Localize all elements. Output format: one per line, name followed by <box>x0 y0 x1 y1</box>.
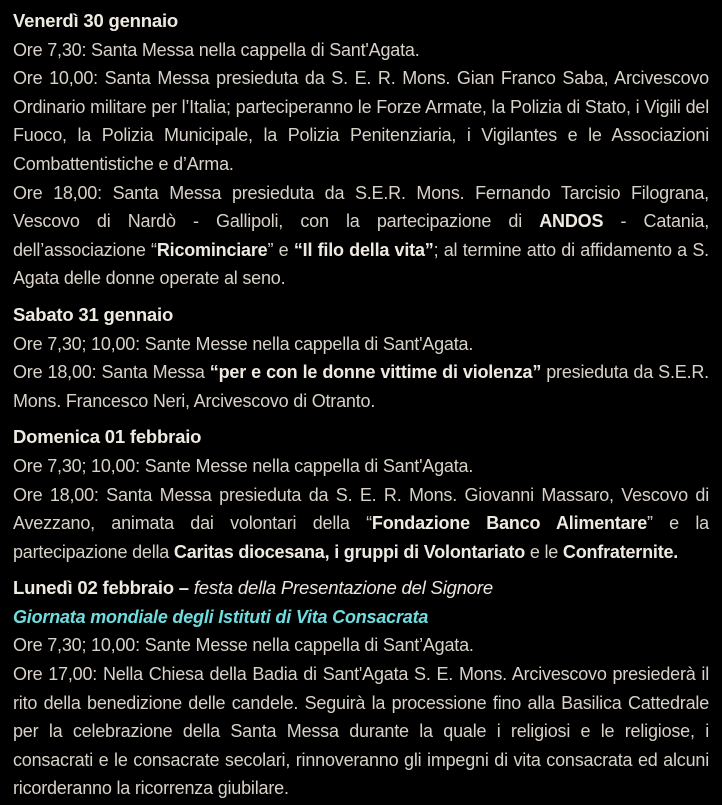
event-paragraph <box>13 64 709 178</box>
event-paragraph <box>13 660 709 803</box>
text-run: Lunedì 02 febbraio – <box>13 577 194 599</box>
text-run: Ore 18,00: Santa Messa presieduta da S. E. R. Mons. Giovanni Massaro, Vescovo di Avezzano, animata dai volontari della “ <box>13 484 709 534</box>
event-paragraph <box>13 36 709 65</box>
text-run: Ore 7,30: Santa Messa nella cappella di Sant'Agata. <box>13 39 420 60</box>
text-run: Giornata mondiale degli Istituti di Vita Consacrata <box>13 606 429 627</box>
text-run: Ore 18,00: Santa Messa presieduta da S.E.R. Mons. Fernando Tarcisio Filograna, Vescovo di Nardò - Gallipoli, con la partecipazione di <box>13 182 709 232</box>
text-run: Ricominciare <box>156 239 268 260</box>
event-section <box>13 574 709 803</box>
event-paragraph <box>13 603 709 632</box>
section-heading <box>13 301 709 330</box>
text-run: ” e <box>267 239 294 260</box>
text-run: Ore 7,30; 10,00: Sante Messe nella cappella di Sant’Agata. <box>13 635 474 656</box>
text-run: Venerdì 30 gennaio <box>13 10 179 31</box>
event-section <box>13 301 709 415</box>
text-run: ANDOS <box>539 211 604 232</box>
event-section <box>13 423 709 566</box>
text-run: - Catania, dell’associazione “ <box>13 211 709 260</box>
section-heading <box>13 423 709 452</box>
text-run: Caritas diocesana, i gruppi di Volontariato <box>173 541 526 562</box>
text-run: Confraternite. <box>562 541 679 562</box>
event-paragraph <box>13 631 709 660</box>
text-run: Ore 7,30; 10,00: Sante Messe nella cappella di Sant'Agata. <box>13 333 474 354</box>
text-run: e le <box>525 541 563 562</box>
text-run: Ore 17,00: Nella Chiesa della Badia di Sant'Agata S. E. Mons. Arcivescovo presiederà il rito della benedizione delle candele. Seguirà la processione fino alla Basilica Cattedrale per la celebrazione della Santa Messa durante la quale i religiosi e le religiose, i consacrati e le consacrate secolari, rinnoveranno gli impegni di vita consacrata ed alcuni ricorderanno la ricorrenza giubilare. <box>13 664 709 799</box>
text-run: Sabato 31 gennaio <box>13 303 174 325</box>
text-run: Ore 18,00: Santa Messa <box>13 362 210 383</box>
event-section <box>13 7 709 293</box>
event-paragraph <box>13 481 709 567</box>
text-run: “per e con le donne vittime di violenza” <box>209 362 542 383</box>
text-run: Domenica 01 febbraio <box>13 426 202 448</box>
event-paragraph <box>13 179 709 293</box>
event-paragraph <box>13 452 709 481</box>
text-run: ; al termine atto di affidamento a S. Agata delle donne operate al seno. <box>13 239 709 289</box>
event-paragraph <box>13 330 709 359</box>
section-heading <box>13 574 709 603</box>
text-run: Ore 10,00: Santa Messa presieduta da S. E. R. Mons. Gian Franco Saba, Arcivescovo Ordinario militare per l’Italia; parteciperanno le Forze Armate, la Polizia di Stato, i Vigili del Fuoco, la Polizia Municipale, la Polizia Penitenziaria, i Vigilantes e le Associazioni Combattentistiche e d’Arma. <box>13 68 709 174</box>
text-run: Ore 7,30; 10,00: Sante Messe nella cappella di Sant'Agata. <box>13 455 474 476</box>
event-paragraph <box>13 358 709 415</box>
text-run: “Il filo della vita” <box>293 239 434 260</box>
section-heading <box>13 7 709 36</box>
text-run: festa della Presentazione del Signore <box>193 577 493 599</box>
text-run: presieduta da S.E.R. Mons. Francesco Neri, Arcivescovo di Otranto. <box>13 362 709 411</box>
text-run: ” e la partecipazione della <box>13 513 709 562</box>
text-run: Fondazione Banco Alimentare <box>371 513 648 534</box>
